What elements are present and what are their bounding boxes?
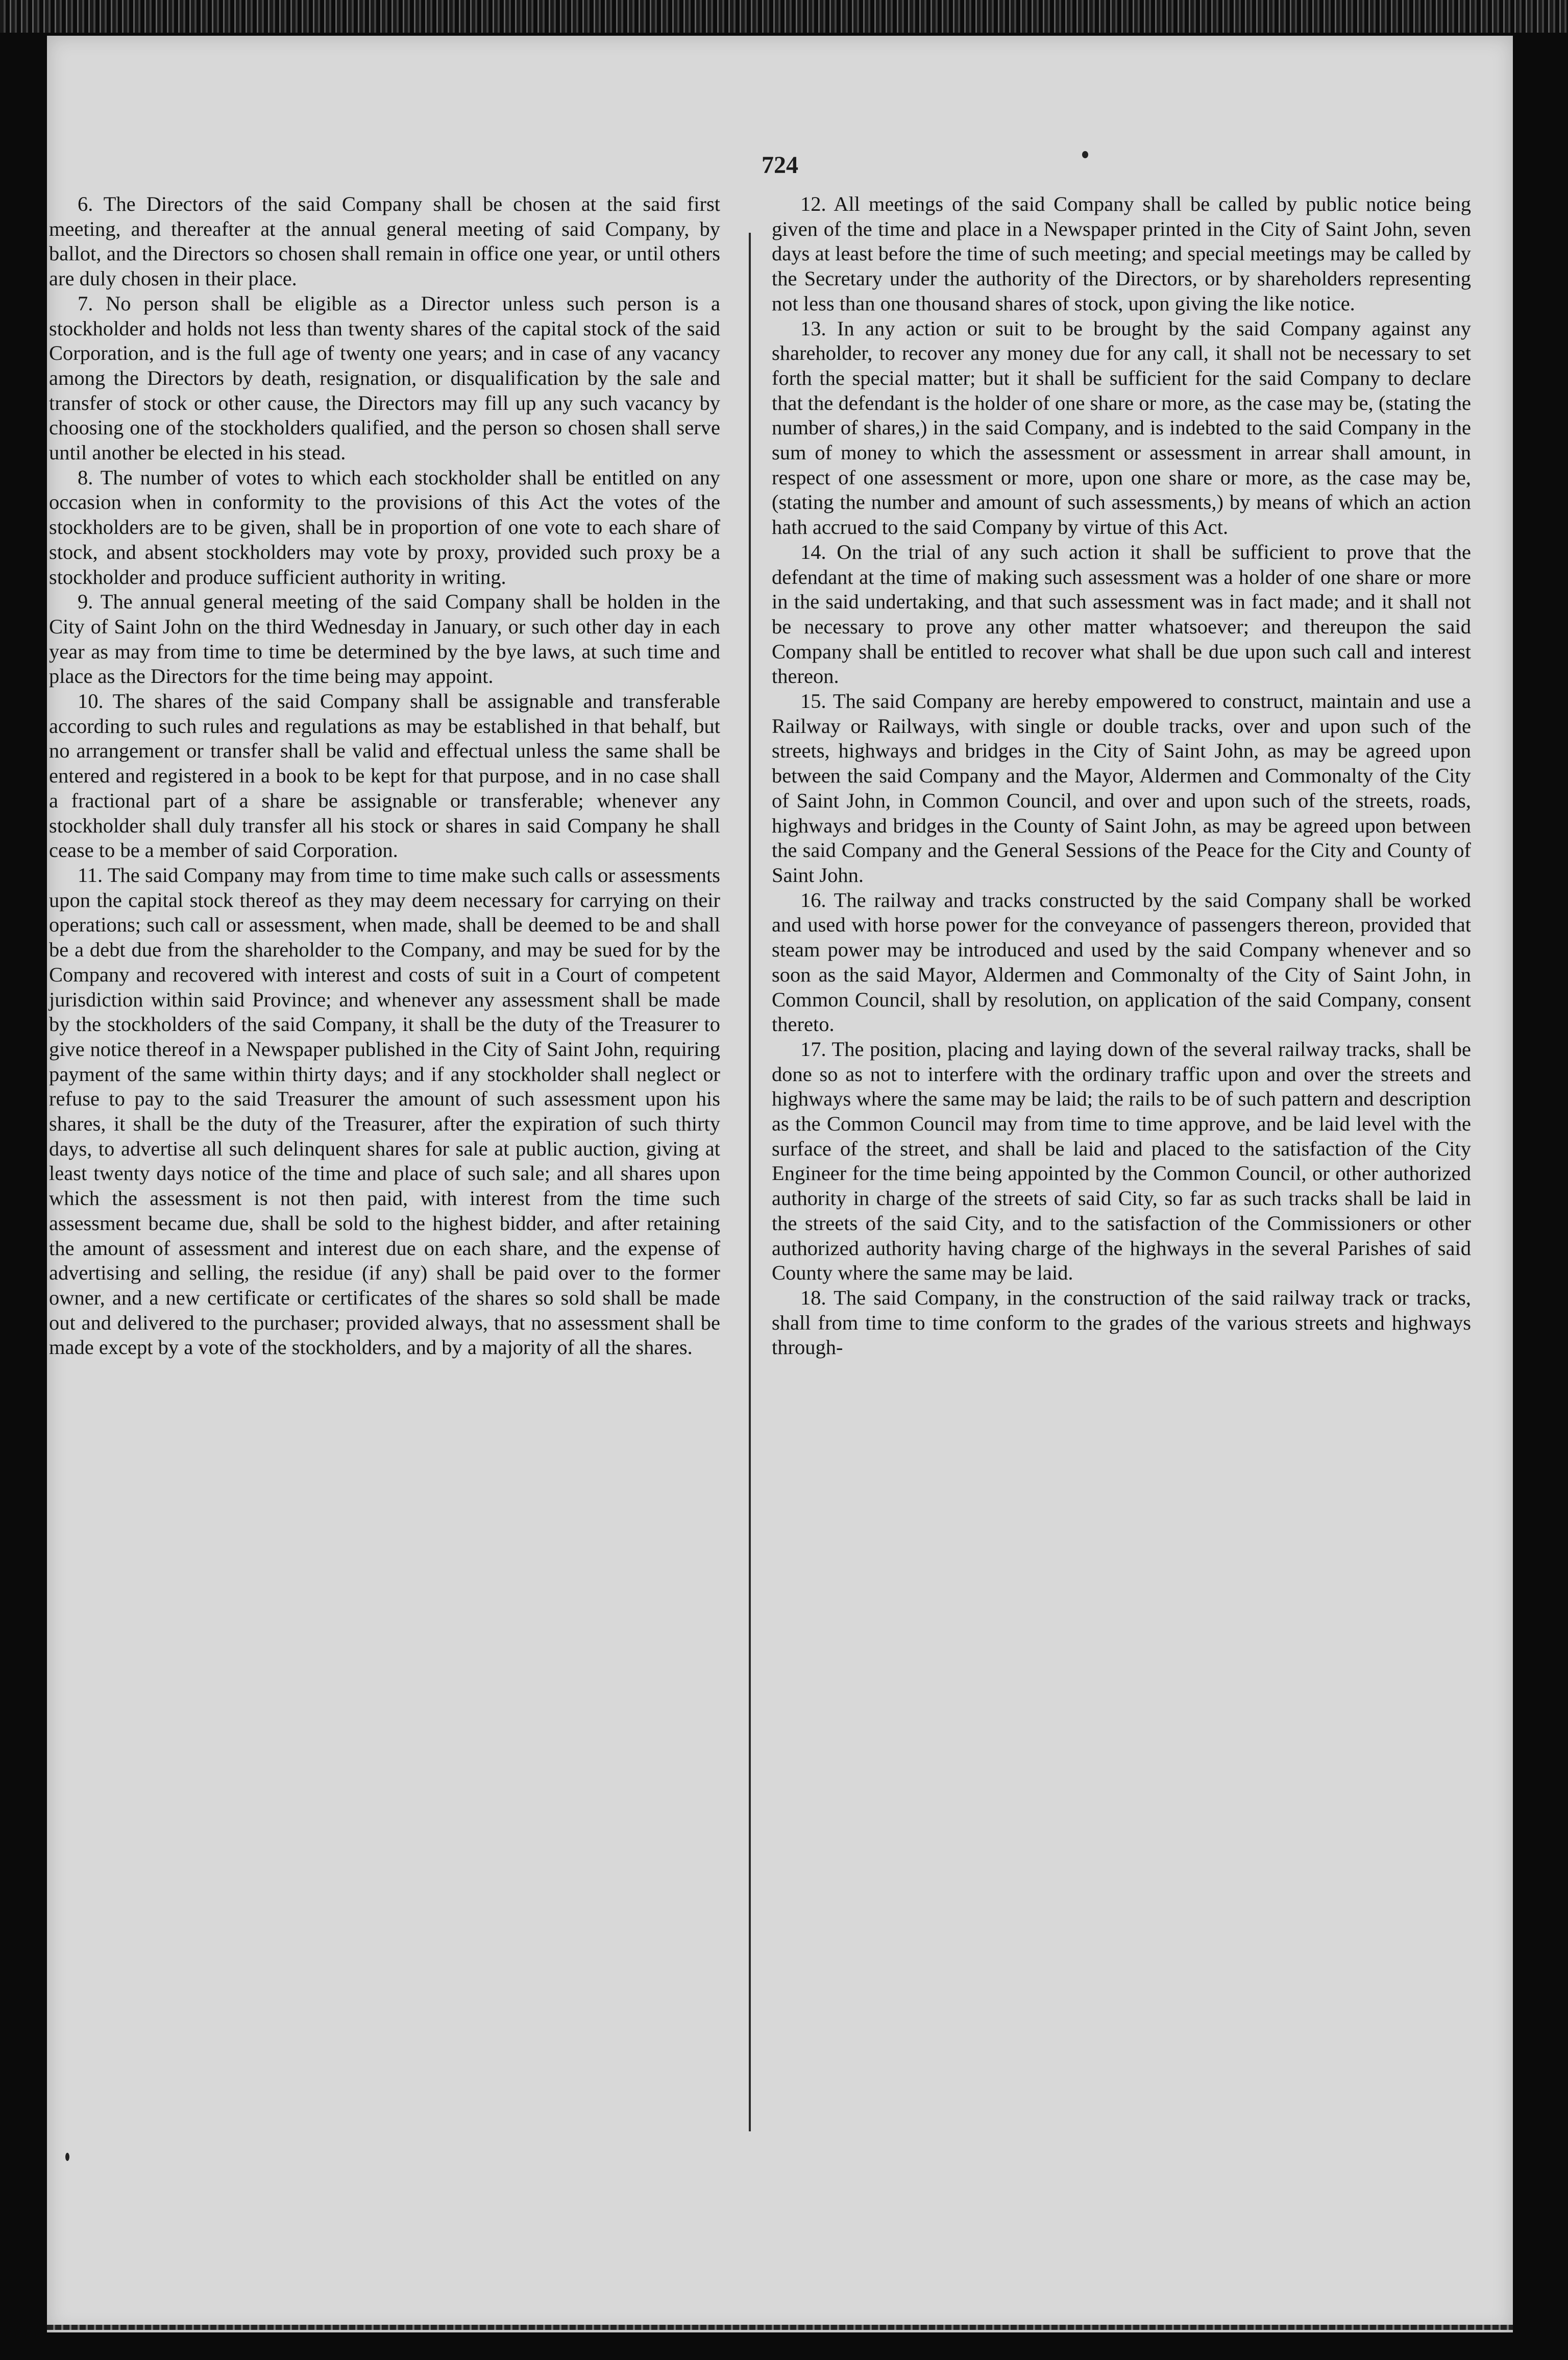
page-number: 724 <box>762 152 798 179</box>
section-17: 17. The position, placing and laying down of the several railway tracks, shall be done so as not to interfere with the ordinary traffic upon and over the streets and highways where the same may be laid; the rails to be of such pattern and description as the Common Council may from time to time approve, and be laid level with the surface of the street, and shall be laid and placed to the satisfaction of the City Engineer for the time being appointed by the Common Council, or other authorized authority in charge of the streets of said City, so far as such tracks shall be laid in the streets of the said City, and to the satisfaction of the Commissioners or other authorized authority having charge of the highways in the several Parishes of said County where the same may be laid. <box>772 1037 1471 1285</box>
ink-speck <box>65 2153 69 2161</box>
section-8: 8. The number of votes to which each stockholder shall be entitled on any occasion when in conformity to the provisions of this Act the votes of the stockholders are to be given, shall be in proportion of one vote to each share of stock, and absent stockholders may vote by proxy, provided such proxy be a stockholder and produce sufficient authority in writing. <box>49 465 720 588</box>
scan-border <box>0 0 1568 33</box>
section-14: 14. On the trial of any such action it shall be sufficient to prove that the defendant at the time of making such assessment was a holder of one share or more in the said undertaking, and that such assessment was in fact made; and it shall not be necessary to prove any other matter whatsoever; and thereupon the said Company shall be entitled to recover what shall be due upon such call and interest thereon. <box>772 540 1471 688</box>
section-18: 18. The said Company, in the construction of the said railway track or tracks, shall from time to time conform to the grades of the various streets and highways through- <box>772 1286 1471 1359</box>
ink-speck <box>1082 151 1088 158</box>
section-16: 16. The railway and tracks constructed by the said Company shall be worked and used with horse power for the conveyance of passengers thereon, provided that steam power may be introduced and used by the said Company whenever and so soon as the said Mayor, Aldermen and Commonalty of the City of Saint John, in Common Council, shall by resolution, on application of the said Company, consent thereto. <box>772 888 1471 1036</box>
section-15: 15. The said Company are hereby empowered to construct, maintain and use a Railway or Railways, with single or double tracks, over and upon such of the streets, highways and bridges in the City of Saint John, as may be agreed upon between the said Company and the Mayor, Aldermen and Commonalty of the City of Saint John, in Common Council, and over and upon such of the streets, roads, highways and bridges in the County of Saint John, as may be agreed upon between the said Company and the General Sessions of the Peace for the City and County of Saint John. <box>772 690 1471 887</box>
right-column <box>772 192 1471 1360</box>
section-12: 12. All meetings of the said Company shall be called by public notice being given of the time and place in a Newspaper printed in the City of Saint John, seven days at least before the time of such meeting; and special meetings may be called by the Secretary under the authority of the Directors, or by shareholders representing not less than one thousand shares of stock, upon giving the like notice. <box>772 192 1471 315</box>
section-11: 11. The said Company may from time to time make such calls or assessments upon the capital stock thereof as they may deem necessary for carrying on their operations; such call or assessment, when made, shall be deemed to be and shall be a debt due from the shareholder to the Company, and may be sued for by the Company and recovered with interest and costs of suit in a Court of competent jurisdiction within said Province; and whenever any assessment shall be made by the stockholders of the said Company, it shall be the duty of the Treasurer to give notice thereof in a Newspaper published in the City of Saint John, requiring payment of the same within thirty days; and if any stockholder shall neglect or refuse to pay to the said Treasurer the amount of such assessment upon his shares, it shall be the duty of the Treasurer, after the expiration of such thirty days, to advertise all such delinquent shares for sale at public auction, giving at least twenty days notice of the time and place of such sale; and all shares upon which the assessment is not then paid, with interest from the time such assessment became due, shall be sold to the highest bidder, and after retaining the amount of assessment and interest due on each share, and the expense of advertising and selling, the residue (if any) shall be paid over to the former owner, and a new certificate or certificates of the shares so sold shall be made out and delivered to the purchaser; provided always, that no assessment shall be made except by a vote of the stockholders, and by a majority of all the shares. <box>49 863 720 1359</box>
section-9: 9. The annual general meeting of the said Company shall be holden in the City of Saint John on the third Wednesday in January, or such other day in each year as may from time to time be determined by the bye laws, at such time and place as the Directors for the time being may appoint. <box>49 590 720 688</box>
section-7: 7. No person shall be eligible as a Director unless such person is a stockholder and holds not less than twenty shares of the capital stock of the said Corporation, and is the full age of twenty one years; and in case of any vacancy among the Directors by death, resignation, or disqualification by the sale and transfer of stock or other cause, the Directors may fill up any such vacancy by choosing one of the stockholders qualified, and the person so chosen shall serve until another be elected in his stead. <box>49 291 720 464</box>
section-10: 10. The shares of the said Company shall be assignable and transferable according to such rules and regulations as may be established in that behalf, but no arrangement or transfer shall be valid and effectual unless the same shall be entered and registered in a book to be kept for that purpose, and in no case shall a fractional part of a share be assignable or transferable; whenever any stockholder shall duly transfer all his stock or shares in said Company he shall cease to be a member of said Corporation. <box>49 690 720 862</box>
column-divider <box>749 233 751 2131</box>
document-page <box>47 36 1513 2332</box>
section-6: 6. The Directors of the said Company shall be chosen at the said first meeting, and thereafter at the annual general meeting of said Company, by ballot, and the Directors so chosen shall remain in office one year, or until others are duly chosen in their place. <box>49 192 720 290</box>
scan-bottom-edge <box>47 2325 1513 2330</box>
left-column <box>49 192 720 1360</box>
section-13: 13. In any action or suit to be brought by the said Company against any shareholder, to recover any money due for any call, it shall not be necessary to set forth the special matter; but it shall be sufficient for the said Company to declare that the defendant is the holder of one share or more, as the case may be, (stating the number of shares,) in the said Company, and is indebted to the said Company in the sum of money to which the assessment or assessment in arrear shall amount, in respect of one assessment or more, upon one share or more, as the case may be, (stating the number and amount of such assessments,) by means of which an action hath accrued to the said Company by virtue of this Act. <box>772 316 1471 539</box>
